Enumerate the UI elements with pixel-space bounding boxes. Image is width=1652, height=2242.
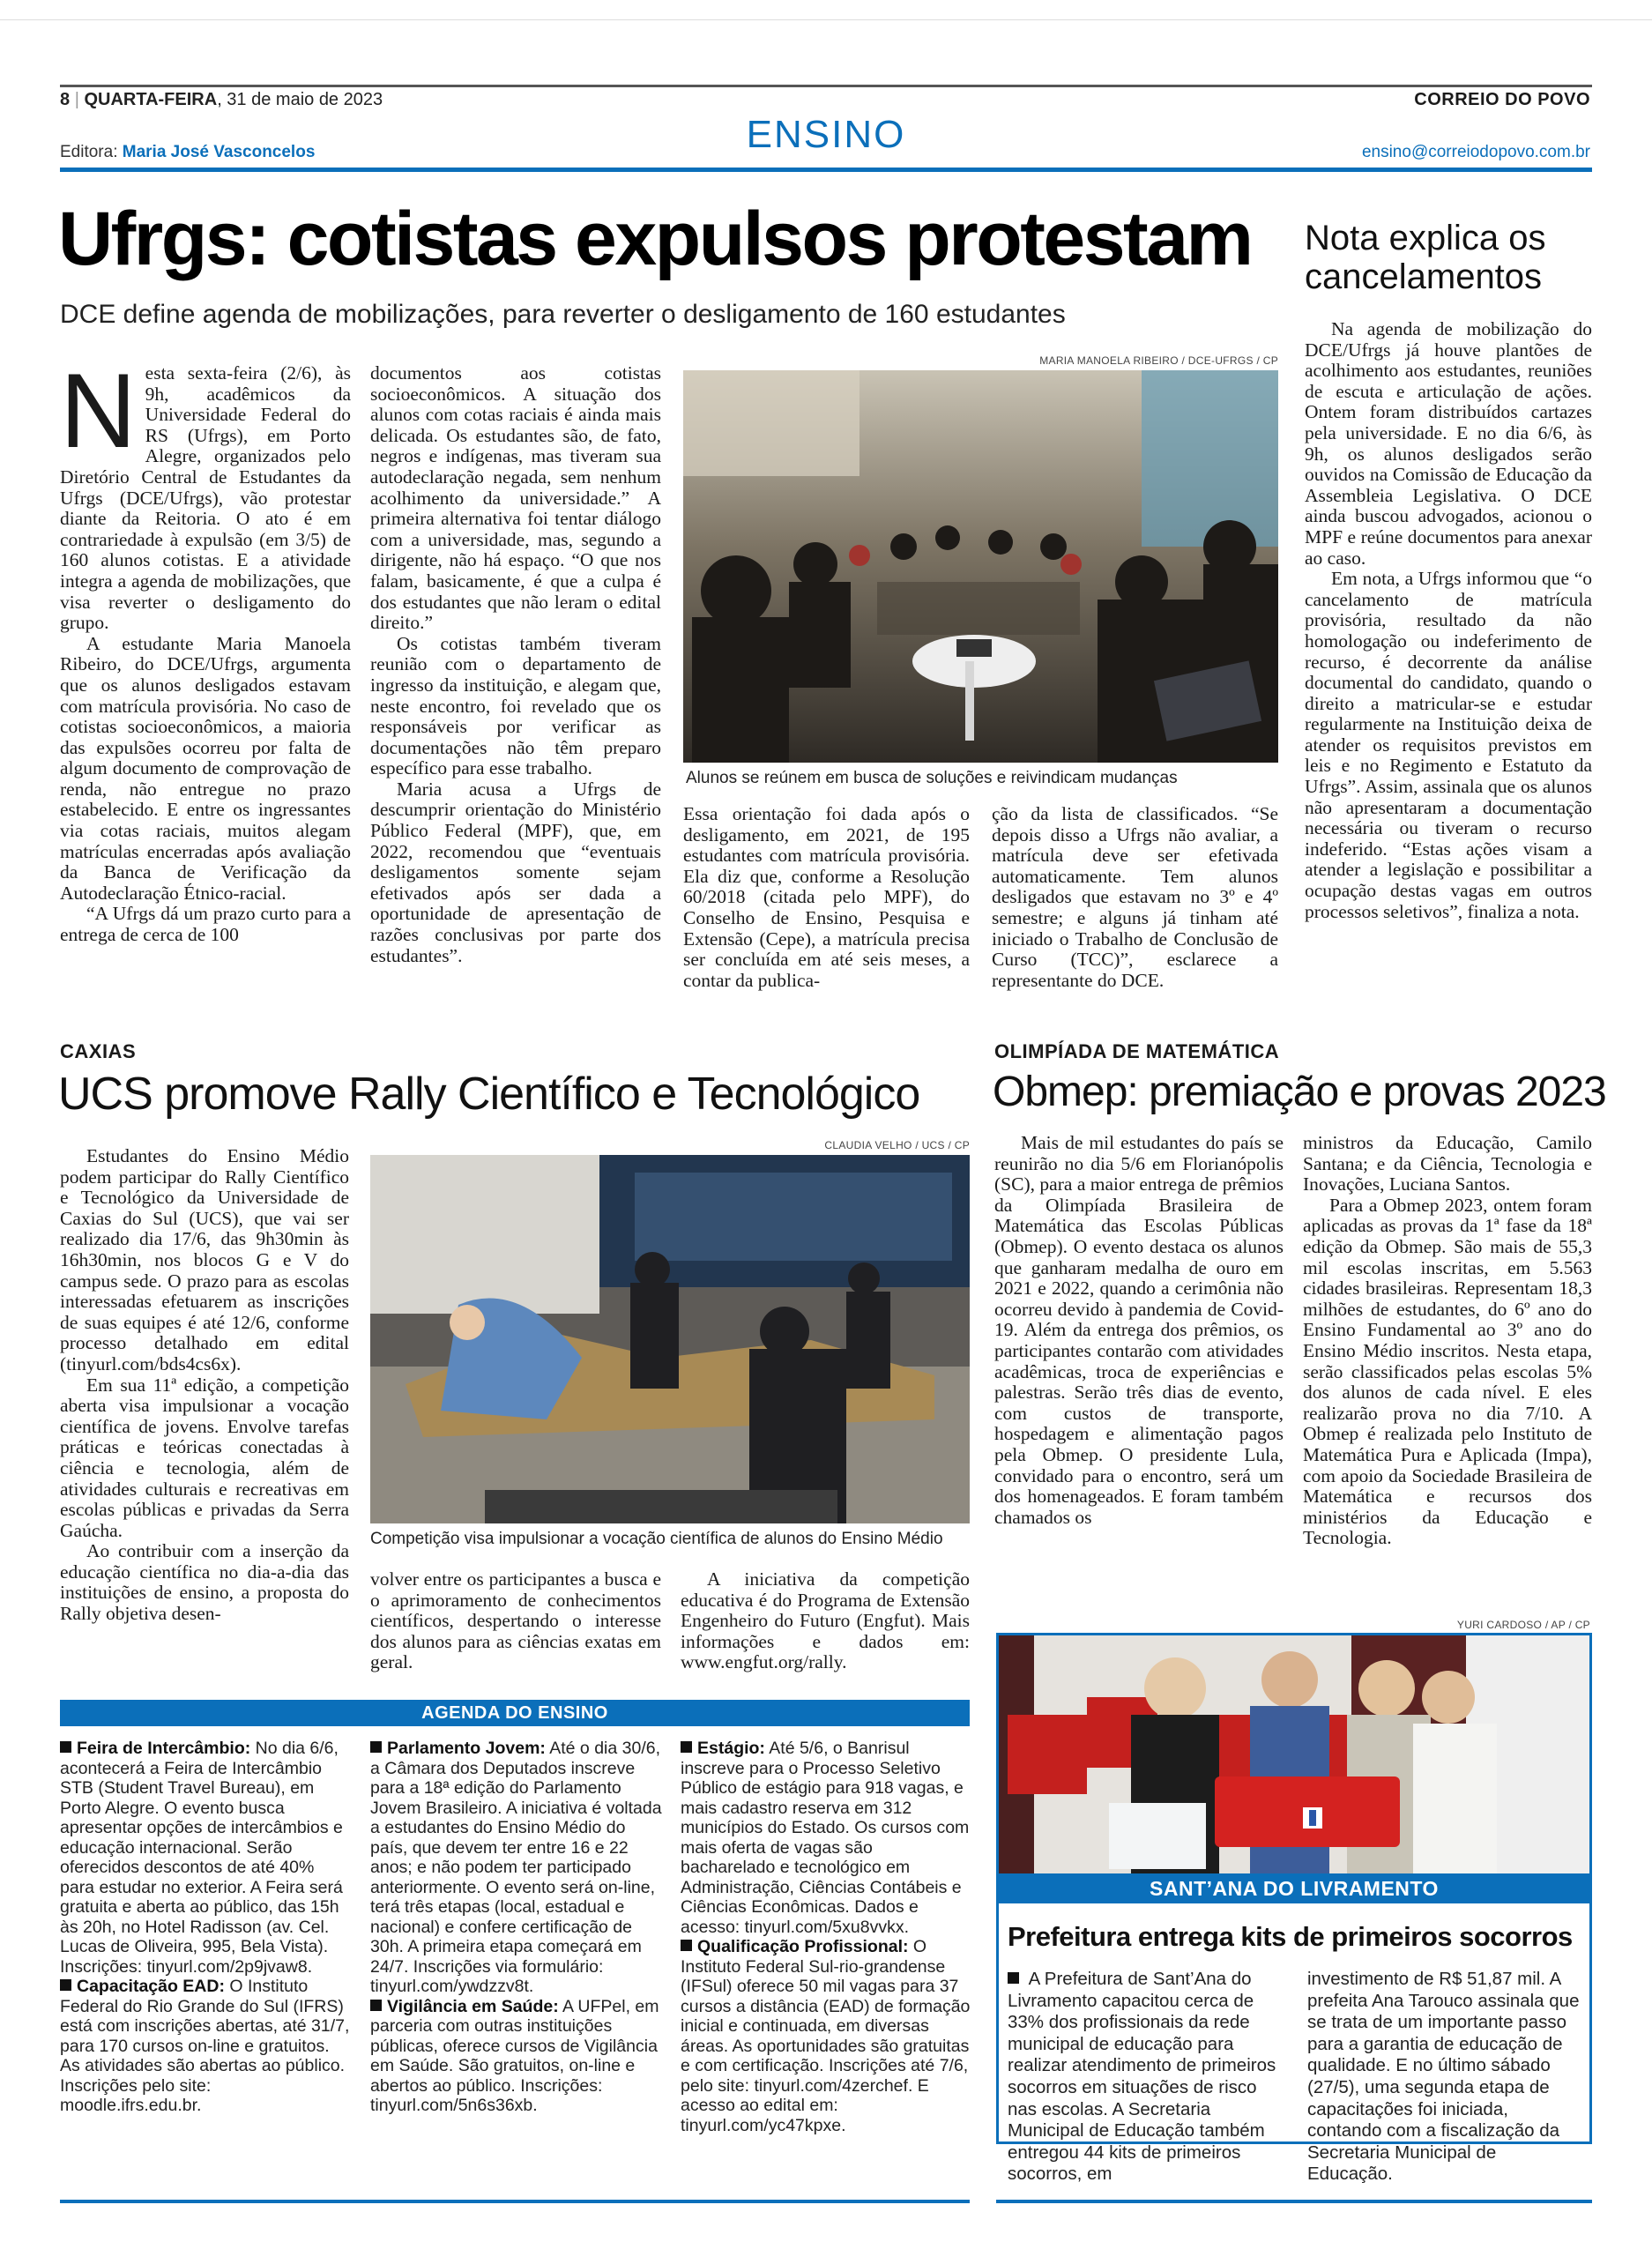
agenda-item-title: Vigilância em Saúde:: [387, 1996, 559, 2016]
agenda-column-2: [370, 1739, 666, 2116]
caxias-photo-caption: Competição visa impulsionar a vocação científica de alunos do Ensino Médio: [370, 1530, 943, 1548]
lead-paragraph-3: “A Ufrgs dá um prazo curto para a entrega de cerca de 100: [60, 903, 351, 946]
lead-paragraph-1: esta sexta-feira (2/6), às 9h, acadêmicos da Universidade Federal do RS (Ufrgs), em Porto Alegre, organizados pelo Diretório Central de Estudantes da Ufrgs (DCE/Ufrgs), vão protestar diante da Reitoria. O ato é em contrariedade à expulsão (em 3/5) de 160 alunos cotistas. E a atividade integra a agenda de mobilizações, que visa reverter o desligamento do grupo.: [60, 362, 351, 634]
lead-paragraph-5: Os cotistas também tiveram reunião com o departamento de ingresso da instituição, e alegam que, neste encontro, foi revelado que os responsáveis por verificar as documentações não têm preparo específico para esse trabalho.: [370, 632, 661, 779]
sidebar-paragraph-1: Na agenda de mobilização do DCE/Ufrgs já houve plantões de acolhimento aos estudantes, reuniões de escuta e articulação de ações. Ontem foram distribuídos cartazes pela universidade. E no dia 6/6, às 9h, os alunos desligados serão ouvidos na Comissão de Educação da Assembleia Legislativa. O DCE ainda buscou advogados, acionou o MPF e reúne documentos para anexar ao caso.: [1305, 318, 1592, 569]
caxias-kicker: CAXIAS: [60, 1040, 137, 1062]
lead-photo-credit: MARIA MANOELA RIBEIRO / DCE-UFRGS / CP: [1039, 354, 1278, 367]
livramento-photo: [999, 1635, 1589, 1873]
obmep-column-1: [994, 1133, 1284, 1528]
agenda-bottom-rule: [60, 2200, 970, 2203]
editor-label: Editora:: [60, 143, 123, 161]
rally-students-photo: [370, 1155, 970, 1523]
agenda-item-title: Estágio:: [697, 1739, 765, 1758]
agenda-item-title: Feira de Intercâmbio:: [77, 1739, 251, 1758]
livramento-box: [996, 1633, 1592, 2185]
livramento-photo-credit: YURI CARDOSO / AP / CP: [1456, 1619, 1590, 1631]
bullet-square-icon: [370, 2000, 382, 2011]
caxias-paragraph-3: Ao contribuir com a inserção da educação científica no dia-a-dia das instituições de ensino, a proposta do Rally objetiva desen-: [60, 1540, 349, 1625]
agenda-item: [370, 1739, 666, 1997]
agenda-item: [370, 1997, 666, 2116]
bullet-square-icon: [1008, 1972, 1019, 1984]
lead-subhead: DCE define agenda de mobilizações, para reverter o desligamento de 160 estudantes: [60, 300, 1066, 329]
agenda-item: [681, 1937, 971, 2135]
bullet-square-icon: [60, 1741, 71, 1753]
editor-name: Maria José Vasconcelos: [122, 143, 316, 161]
drop-cap: N: [60, 352, 137, 470]
obmep-kicker: OLIMPÍADA DE MATEMÁTICA: [994, 1040, 1280, 1062]
agenda-item-text: O Instituto Federal Sul-rio-grandense (IFSul) oferece 50 mil vagas para 37 cursos a distância (EAD) de formação inicial e continuada, em diversas áreas. As oportunidades são gratuitas e com certificação. Inscrições até 7/6, pelo site: tinyurl.com/4zerchef. E acesso ao edital em: tinyurl.com/yc47kpxe.: [681, 1937, 971, 2135]
caxias-paragraph-1: Estudantes do Ensino Médio podem participar do Rally Científico e Tecnológico da Universidade de Caxias do Sul (UCS), que vai ser realizado dia 17/6, das 9h30min às 16h30min, nos blocos G e V do campus sede. O prazo para as escolas interessadas efetuarem as inscrições de suas equipes é até 12/6, conforme processo detalhado em edital (tinyurl.com/bds4cs6x).: [60, 1145, 349, 1374]
caxias-column-3: [681, 1569, 970, 1673]
obmep-headline: Obmep: premiação e provas 2023: [993, 1069, 1606, 1115]
agenda-item: [681, 1739, 971, 1937]
lead-paragraph-4: documentos aos cotistas socioeconômicos. A situação dos alunos com cotas raciais é ainda mais delicada. Os estudantes são, de fato, negros e indígenas, mas tiveram sua autodeclaração negada, sem nenhum acolhimento da universidade.” A primeira alternativa foi tentar diálogo com a universidade, mas, segundo a dirigente, não há espaço. “O que nos falam, basicamente, é que a culpa é dos estudantes que não leram o edital direito.”: [370, 362, 661, 634]
livramento-paragraph-2: investimento de R$ 51,87 mil. A prefeita Ana Tarouco assinala que se trata de um importante passo para a garantia de educação de qualidade. E no último sábado (27/5), uma segunda etapa de capacitações foi iniciada, contando com a fiscalização da Secretaria Municipal de Educação.: [1307, 1969, 1580, 2185]
obmep-paragraph-1: Mais de mil estudantes do país se reunirão no dia 5/6 em Florianópolis (SC), para a maior entrega de prêmios da Olimpíada Brasileira de Matemática das Escolas Públicas (Obmep). O evento destaca os alunos que ganharam medalha de ouro em 2021 e 2022, quando a cerimônia não ocorreu devido à pandemia de Covid-19. Além da entrega dos prêmios, os participantes contarão com atividades acadêmicas, troca de experiências e palestras. Serão três dias de evento, com custos de transporte, hospedagem e alimentação pagos pela Obmep. O presidente Lula, convidado para o encontro, será um dos homenageados. E foram também chamados os: [994, 1132, 1284, 1528]
page-top-rule: [0, 19, 1652, 20]
livramento-column-1: [1008, 1969, 1290, 2186]
agenda-item-text: O Instituto Federal do Rio Grande do Sul (IFRS) está com inscrições abertas, até 31/7, para 170 cursos on-line e gratuitos. As atividades são abertas ao público. Inscrições pelo site: moodle.ifrs.edu.br.: [60, 1977, 350, 2115]
students-meeting-photo: [683, 370, 1278, 763]
newspaper-name: CORREIO DO POVO: [1414, 90, 1590, 109]
caxias-paragraph-2: Em sua 11ª edição, a competição aberta visa impulsionar a vocação científica de jovens. Envolve tarefas práticas e teóricas conectadas à ciência e tecnologia, além de atividades culturais e recreativas em escolas públicas e privadas da Serra Gaúcha.: [60, 1374, 349, 1541]
agenda-item-text: Até o dia 30/6, a Câmara dos Deputados inscreve para a 18ª edição do Parlamento Jovem Brasileiro. A iniciativa é voltada a estudantes do Ensino Médio do país, que devem ter entre 16 e 22 anos; e não podem ter participado anteriormente. O evento será on-line, terá três etapas (local, estadual e nacional) e confere certificação de 30h. A primeira etapa começará em 24/7. Inscrições via formulário: tinyurl.com/ywdzzv8t.: [370, 1739, 662, 1996]
agenda-item-text: Até 5/6, o Banrisul inscreve para o Processo Seletivo Público de estágio para 918 vagas, e mais cadastro reserva em 312 municípios do Estado. Os cursos com mais oferta de vagas são bacharelado e tecnológico em Administração, Ciências Contábeis e Ciências Econômicas. Dados e acesso: tinyurl.com/5xu8vvkx.: [681, 1739, 970, 1937]
bullet-square-icon: [370, 1741, 382, 1753]
lead-column-4: [992, 804, 1278, 991]
agenda-item: [60, 1977, 351, 2116]
livramento-headline: Prefeitura entrega kits de primeiros socorros: [1008, 1921, 1573, 1952]
bullet-square-icon: [681, 1940, 692, 1951]
caxias-paragraph-5: A iniciativa da competição educativa é do Programa de Extensão Engenheiro do Futuro (Engfut). Mais informações e dados em: www.engfut.org/rally.: [681, 1568, 970, 1673]
section-email[interactable]: ensino@correiodopovo.com.br: [1361, 143, 1590, 161]
agenda-item-title: Capacitação EAD:: [77, 1977, 225, 1996]
sidebar-body: [1305, 319, 1592, 922]
header-rule: [60, 85, 1592, 87]
caxias-column-1: [60, 1146, 349, 1625]
lead-column-1: [60, 352, 351, 946]
sidebar-headline: Nota explica os cancelamentos: [1305, 219, 1546, 296]
caxias-photo: [370, 1155, 970, 1523]
lead-photo: [683, 370, 1278, 763]
agenda-item-title: Parlamento Jovem:: [387, 1739, 546, 1758]
agenda-column-3: [681, 1739, 971, 2135]
caxias-paragraph-4: volver entre os participantes a busca e o aprimoramento de conhecimentos científicos, despertando o interesse dos alunos para as ciências exatas em geral.: [370, 1568, 661, 1673]
header-blue-bar: [60, 168, 1592, 172]
agenda-item-text: No dia 6/6, acontecerá a Feira de Intercâmbio STB (Student Travel Bureau), em Porto Alegre. O evento busca apresentar opções de intercâmbios e educação internacional. Serão oferecidos descontos de até 40% para estudar no exterior. A Feira será gratuita e aberta ao público, das 15h às 20h, no Hotel Radisson (av. Cel. Lucas de Oliveira, 995, Bela Vista). Inscrições: tinyurl.com/2p9jvaw8.: [60, 1739, 343, 1977]
obmep-column-2: [1303, 1133, 1592, 1549]
weekday: QUARTA-FEIRA: [84, 90, 218, 109]
caxias-photo-credit: CLAUDIA VELHO / UCS / CP: [824, 1139, 970, 1151]
lead-paragraph-7: Essa orientação foi dada após o desligamento, em 2021, de 195 estudantes com matrícula provisória. Ela diz que, conforme a Resolução 60/2018 (citada pelo MPF), do Conselho de Ensino, Pesquisa e Extensão (Cepe), a matrícula precisa ser concluída em até seis meses, a contar da publica-: [683, 803, 970, 991]
bullet-square-icon: [60, 1979, 71, 1991]
page-number: 8: [60, 90, 71, 109]
editor-credit: [60, 143, 315, 162]
agenda-item-text: A UFPel, em parceria com outras instituições públicas, oferece cursos de Vigilância em Saúde. São gratuitos, on-line e abertos ao público. Inscrições: tinyurl.com/5n6s36xb.: [370, 1996, 659, 2115]
livramento-column-2: [1307, 1969, 1586, 2186]
livramento-bottom-rule: [996, 2200, 1592, 2203]
lead-photo-caption: Alunos se reúnem em busca de soluções e reivindicam mudanças: [686, 769, 1178, 787]
first-aid-kits-photo: [999, 1635, 1589, 1873]
agenda-column-1: [60, 1739, 351, 2116]
lead-paragraph-8: ção da lista de classificados. “Se depois disso a Ufrgs não avaliar, a matrícula deve ser efetivada automaticamente. Tem alunos desligados que estavam no 3º e 4º semestre; e alguns já tinham até iniciado o Trabalho de Conclusão de Curso (TCC)”, esclarece a representante do DCE.: [992, 803, 1278, 991]
lead-paragraph-2: A estudante Maria Manoela Ribeiro, do DCE/Ufrgs, argumenta que os alunos desligados estavam com matrícula provisória. No caso de cotistas socioeconômicos, a maioria das expulsões ocorreu por falta de algum documento de comprovação de renda, não entregue no prazo estabelecido. E entre os ingressantes via cotas raciais, muitos alegam matrículas encerradas após avaliação da Banca de Verificação da Autodeclaração Étnico-racial.: [60, 632, 351, 904]
obmep-paragraph-2: ministros da Educação, Camilo Santana; e da Ciência, Tecnologia e Inovações, Luciana Santos.: [1303, 1132, 1592, 1195]
date: , 31 de maio de 2023: [217, 90, 383, 109]
section-title: ENSINO: [746, 113, 906, 156]
livramento-paragraph-1: A Prefeitura de Sant’Ana do Livramento capacitou cerca de 33% dos profissionais da rede municipal de educação para realizar atendimento de primeiros socorros em situações de risco nas escolas. A Secretaria Municipal de Educação também entregou 44 kits de primeiros socorros, em: [1008, 1969, 1276, 2185]
agenda-title: AGENDA DO ENSINO: [60, 1700, 970, 1726]
folio: 8 | QUARTA-FEIRA, 31 de maio de 2023: [60, 90, 383, 109]
lead-column-2: [370, 363, 661, 966]
caxias-column-2: [370, 1569, 661, 1673]
lead-headline: Ufrgs: cotistas expulsos protestam: [58, 197, 1252, 281]
bullet-square-icon: [681, 1741, 692, 1753]
obmep-paragraph-3: Para a Obmep 2023, ontem foram aplicadas as provas da 1ª fase da 18ª edição da Obmep. São mais de 55,3 mil escolas inscritas, em 5.563 cidades brasileiras. Representam 18,3 milhões de estudantes, do 6º ano do Ensino Fundamental ao 3º ano do Ensino Médio inscritos. Nesta etapa, serão classificados pelas escolas 5% dos alunos de cada nível. E eles realizarão prova no dia 7/10. A Obmep é realizada pelo Instituto de Matemática Pura e Aplicada (Impa), com apoio da Sociedade Brasileira de Matemática e recursos dos ministérios da Educação e Tecnologia.: [1303, 1194, 1592, 1549]
lead-paragraph-6: Maria acusa a Ufrgs de descumprir orientação do Ministério Público Federal (MPF), que, em 2022, recomendou que “eventuais desligamentos somente sejam efetivados após ser dada a oportunidade de apresentação de razões conclusivas por parte dos estudantes”.: [370, 778, 661, 966]
livramento-banner: SANT’ANA DO LIVRAMENTO: [999, 1873, 1589, 1903]
agenda-item: [60, 1739, 351, 1977]
sidebar-paragraph-2: Em nota, a Ufrgs informou que “o cancelamento de matrícula provisória, resultado da não homologação ou indeferimento de recurso, é decorrente da análise documental do candidato, quando o direito a matricular-se e estudar regularmente na Instituição deixa de atender os requisitos previstos em leis e no Regimento e Estatuto da Ufrgs”. Assim, assinala que os alunos não apresentaram a documentação necessária ou tiveram o recurso indeferido. “Estas ações visam a atender a legislação e possibilitar a ocupação destas vagas em outros processos seletivos”, finaliza a nota.: [1305, 568, 1592, 922]
lead-column-3: [683, 804, 970, 991]
agenda-item-title: Qualificação Profissional:: [697, 1937, 909, 1956]
caxias-headline: UCS promove Rally Científico e Tecnológico: [58, 1069, 920, 1120]
